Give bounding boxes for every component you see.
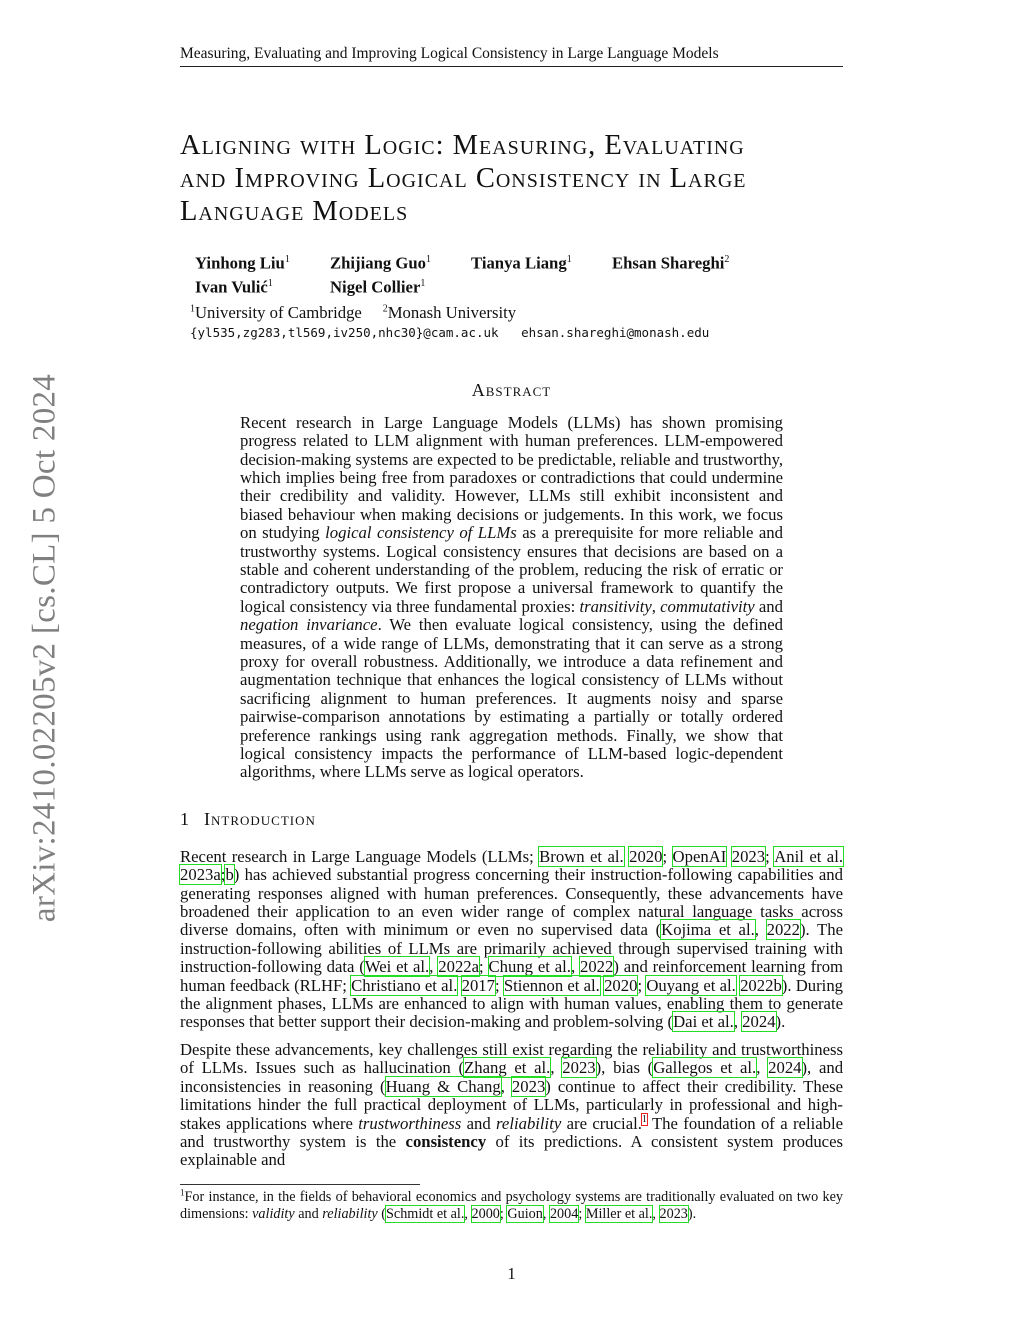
citation-link[interactable]: 2024	[768, 1058, 802, 1078]
emphasis-text: logical consistency of LLMs	[325, 523, 517, 543]
text-run: Recent research in Large Language Models (LLMs) has shown promising progress related to LLM alignment with human preferences. LLM-empowered decision-making systems are expected to be predictable, reliable and trustworthy, which implies being free from paradoxes or contradictions that could undermine their credibility and validity. However, LLMs still exhibit inconsistent and biased behaviour when making decisions or judgements. In this work, we focus on studying	[240, 412, 783, 543]
text-run: ,	[570, 957, 580, 977]
citation-link[interactable]: Gallegos et al.	[653, 1058, 757, 1078]
citation-link[interactable]: 2023	[511, 1076, 546, 1096]
citation-link[interactable]: 2020	[629, 846, 663, 866]
citation-link[interactable]: 2022	[766, 920, 800, 940]
affiliations	[190, 299, 843, 323]
affiliation: $^1$University of Cambridge	[190, 302, 362, 322]
citation-link[interactable]: 2020	[604, 975, 638, 995]
citation-link[interactable]: Schmidt et al.	[386, 1206, 465, 1223]
text-run: ,	[464, 1206, 472, 1223]
citation-link[interactable]: 2000	[471, 1206, 500, 1223]
text-run: and	[461, 1113, 497, 1133]
emphasis-text: validity	[252, 1206, 295, 1223]
text-run: ,	[756, 1058, 769, 1078]
text-run	[726, 847, 731, 866]
text-run: ;	[637, 975, 647, 995]
citation-link[interactable]: Miller et al.	[585, 1206, 653, 1223]
citation-link[interactable]: 2022a	[438, 957, 480, 977]
affiliation: $^2$Monash University	[382, 302, 517, 322]
author: Zhijiang Guo$^1$	[330, 253, 431, 273]
section-number: 1	[180, 808, 190, 829]
page-number: 1	[507, 1263, 516, 1283]
text-run: ,	[500, 1076, 512, 1096]
citation-link[interactable]: Chung et al.	[488, 957, 571, 977]
intro-paragraph	[180, 1041, 843, 1170]
citation-link[interactable]: Brown et al.	[539, 846, 624, 866]
footnote-rule	[180, 1184, 420, 1185]
text-run: ), and inconsistencies in reasoning (	[180, 1058, 844, 1096]
text-run: ) and reinforcement learning from human feedback (RLHF;	[180, 957, 844, 995]
author: Ivan Vulić$^1$	[195, 277, 273, 297]
title-line: and Improving Logical Consistency in Large	[180, 163, 747, 194]
text-run: ,	[652, 1206, 660, 1223]
citation-link[interactable]: Guion	[507, 1206, 543, 1223]
citation-link[interactable]: 2023a	[180, 865, 221, 885]
intro-paragraph	[180, 848, 843, 1032]
text-run: ;	[479, 957, 489, 977]
citation-link[interactable]: Zhang et al.	[464, 1058, 551, 1078]
citation-link[interactable]: b	[225, 865, 234, 885]
email[interactable]: {yl535,zg283,tl569,iv250,nhc30}@cam.ac.uk	[190, 324, 499, 340]
text-run: as a prerequisite for more reliable and trustworthy systems. Logical consistency ensures that decisions are based on a stable and coherent understanding of the problem, reducing the risk of erratic or contradictory outputs. We first propose a universal framework to quantify the logical consistency via three fundamental proxies:	[240, 523, 783, 616]
text-run: . We then evaluate logical consistency, using the defined measures, of a wide range of LLMs, demonstrating that it can serve as a strong proxy for overall robustness. Additionally, we introduce a data refinement and augmentation technique that enhances the logical consistency of LLMs without sacrificing alignment to human preferences. It augments noisy and sparse pairwise-comparison annotations by estimating a partially or totally ordered preference rankings using rank aggregation methods. Finally, we show that logical consistency impacts the performance of LLM-based logic-dependent algorithms, where LLMs serve as logical operators.	[240, 615, 783, 782]
text-run: ,	[754, 920, 767, 940]
paper-title	[180, 129, 843, 228]
citation-link[interactable]: Ouyang et al.	[646, 975, 736, 995]
text-run: are crucial.	[561, 1113, 642, 1133]
text-run	[457, 976, 461, 995]
text-run: ;	[494, 975, 504, 995]
text-run: For instance, in the fields of behavioral economics and psychology systems are traditionally evaluated on two key dimensions:	[180, 1188, 843, 1223]
emphasis-text: negation invariance	[240, 615, 378, 635]
section-title: Introduction	[204, 808, 316, 829]
abstract-text	[240, 414, 783, 782]
running-head: Measuring, Evaluating and Improving Logical Consistency in Large Language Models	[180, 44, 843, 67]
text-run: The foundation of a reliable and trustworthy system is the	[180, 1113, 844, 1151]
citation-link[interactable]: Huang & Chang	[385, 1076, 501, 1096]
citation-link[interactable]: Wei et al.	[364, 957, 430, 977]
emails	[190, 325, 843, 341]
author: Yinhong Liu$^1$	[195, 253, 290, 273]
citation-link[interactable]: 2022	[579, 957, 614, 977]
author: Tianya Liang$^1$	[471, 253, 572, 273]
bold-text: consistency	[405, 1131, 487, 1151]
text-run: ).	[775, 1012, 786, 1032]
citation-link[interactable]: Christiano et al.	[351, 975, 458, 995]
arxiv-identifier-stamp[interactable]: arXiv:2410.02205v2 [cs.CL] 5 Oct 2024	[26, 373, 63, 923]
citation-link[interactable]: 2017	[461, 975, 495, 995]
text-run: ,	[550, 1058, 563, 1078]
text-run: and	[754, 596, 783, 616]
title-line: Aligning with Logic: Measuring, Evaluating	[180, 130, 745, 161]
abstract-heading: Abstract	[471, 379, 552, 400]
text-run: ;	[220, 865, 226, 885]
text-run: Recent research in Large Language Models (LLMs;	[180, 846, 540, 866]
footnote-mark: 1	[180, 1186, 185, 1197]
page-column	[180, 44, 843, 1284]
title-line: Language Models	[180, 196, 409, 227]
author-list	[195, 250, 843, 297]
citation-link[interactable]: Kojima et al.	[661, 920, 755, 940]
text-run: ) continue to affect their credibility. These limitations hinder the full practical deployment of LLMs, particularly in professional and high-stakes applications where	[180, 1076, 843, 1133]
text-run: ), bias (	[595, 1058, 654, 1078]
citation-link[interactable]: 2022b	[740, 975, 782, 995]
citation-link[interactable]: 2023	[562, 1058, 596, 1078]
emphasis-text: transitivity	[579, 596, 652, 616]
text-run: ,	[733, 1012, 743, 1032]
text-run: ,	[651, 596, 661, 616]
section-heading-introduction	[180, 808, 843, 830]
text-run: ,	[429, 957, 439, 977]
citation-link[interactable]: OpenAI	[672, 846, 727, 866]
author: Nigel Collier$^1$	[330, 277, 426, 297]
text-run: ).	[687, 1206, 697, 1223]
citation-link[interactable]: Stiennon et al.	[503, 975, 600, 995]
text-run: ). The instruction-following abilities of LLMs are primarily achieved through supervised training with instruction-following data (	[180, 920, 843, 977]
emphasis-text: trustworthiness	[358, 1113, 462, 1133]
text-run: ;	[765, 846, 775, 866]
text-run: ). During the alignment phases, LLMs are enhanced to align with human values, enabling them to generate responses that better support their decision-making and problem-solving (	[180, 975, 844, 1032]
text-run: and	[294, 1206, 323, 1223]
citation-link[interactable]: Anil et al.	[774, 846, 844, 866]
text-run: ,	[542, 1206, 550, 1223]
emphasis-text: reliability	[496, 1113, 562, 1133]
author: Ehsan Shareghi$^2$	[612, 253, 730, 273]
citation-link[interactable]: 2004	[549, 1206, 579, 1223]
text-run: ) has achieved substantial progress concerning their instruction-following capabilities and generating responses aligned with human preferences. Consequently, these advancements have broadened their application to an even wider range of complex natural language tasks across diverse domains, often with minimum or even no supervised data (	[180, 865, 843, 940]
text-run: Despite these advancements, key challenges still exist regarding the reliability and trustworthiness of LLMs. Issues such as hallucination (	[180, 1039, 843, 1078]
email[interactable]: ehsan.shareghi@monash.edu	[521, 324, 710, 340]
citation-link[interactable]: 2023	[659, 1206, 688, 1223]
citation-link[interactable]: Dai et al.	[673, 1012, 734, 1032]
text-run: of its predictions. A consistent system produces explainable and	[180, 1131, 843, 1170]
text-run: ;	[499, 1206, 508, 1223]
footnote-ref-link[interactable]: 1	[641, 1113, 647, 1125]
text-run: (	[377, 1206, 386, 1223]
emphasis-text: reliability	[322, 1206, 378, 1223]
citation-link[interactable]: 2024	[742, 1012, 776, 1032]
emphasis-text: commutativity	[660, 596, 755, 616]
footnote	[180, 1186, 843, 1224]
text-run: ;	[578, 1206, 586, 1223]
text-run: ;	[662, 846, 673, 866]
citation-link[interactable]: 2023	[731, 846, 766, 866]
